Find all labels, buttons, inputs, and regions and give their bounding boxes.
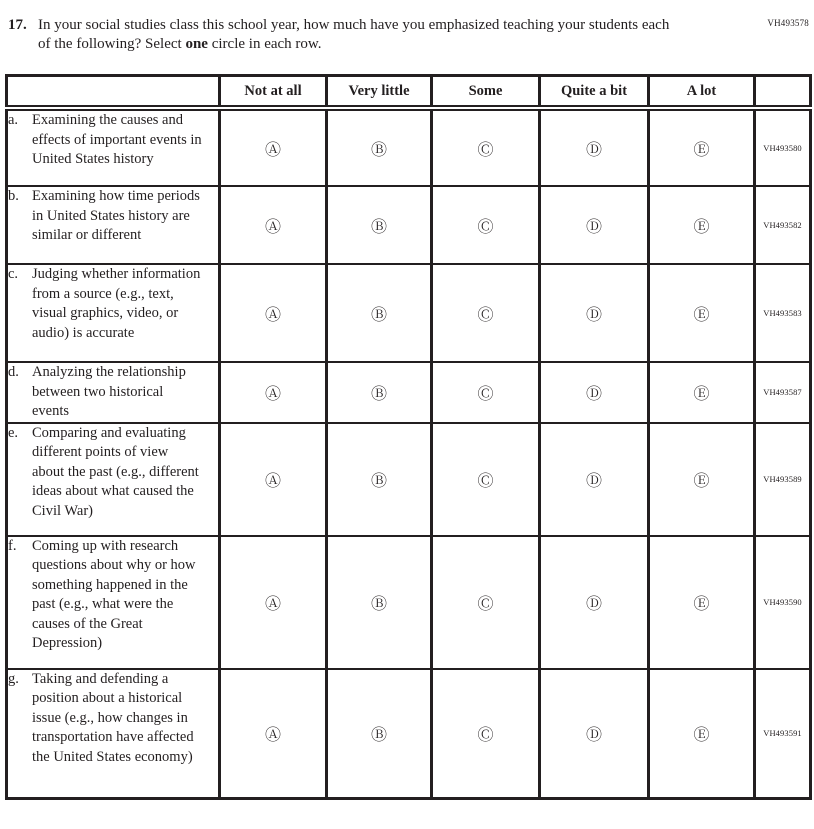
- item-b-letter: b.: [8, 188, 19, 204]
- table-row-b: [7, 186, 811, 264]
- response-circle-c-A[interactable]: Ⓐ: [220, 264, 327, 362]
- item-a-letter: a.: [8, 112, 19, 128]
- item-e-text-cell: [7, 423, 220, 536]
- response-circle-g-E[interactable]: Ⓔ: [649, 669, 755, 799]
- table-row-a: [7, 108, 811, 186]
- item-c-text-cell: [7, 264, 220, 362]
- header-code-column: [755, 76, 811, 109]
- response-circle-e-B[interactable]: Ⓑ: [327, 423, 432, 536]
- item-f-text: Coming up with research questions about why or how something happened in the past (e.g., what were the causes of the Great Depression): [32, 537, 196, 651]
- response-circle-d-A[interactable]: Ⓐ: [220, 362, 327, 423]
- question-line2-pre: teaching your students each of the following? Select: [38, 17, 670, 52]
- item-c-text: Judging whether information from a source (e.g., text, visual graphics, video, or audio) is accurate: [32, 266, 201, 341]
- header-not-at-all: Not at all: [220, 76, 327, 109]
- response-circle-b-E[interactable]: Ⓔ: [649, 186, 755, 264]
- response-circle-e-E[interactable]: Ⓔ: [649, 423, 755, 536]
- response-circle-d-B[interactable]: Ⓑ: [327, 362, 432, 423]
- response-circle-f-D[interactable]: Ⓓ: [540, 536, 649, 669]
- table-row-f: [7, 536, 811, 669]
- response-circle-b-B[interactable]: Ⓑ: [327, 186, 432, 264]
- response-matrix-table: [5, 74, 812, 800]
- response-circle-g-B[interactable]: Ⓑ: [327, 669, 432, 799]
- item-d-letter: d.: [8, 364, 19, 380]
- item-b-code: VH493582: [755, 186, 811, 264]
- item-f-code: VH493590: [755, 536, 811, 669]
- item-d-text: Analyzing the relationship between two historical events: [32, 364, 186, 419]
- accession-code: VH493578: [767, 18, 809, 28]
- questionnaire-page: [0, 16, 814, 829]
- response-circle-f-A[interactable]: Ⓐ: [220, 536, 327, 669]
- response-circle-d-E[interactable]: Ⓔ: [649, 362, 755, 423]
- item-g-letter: g.: [8, 670, 19, 687]
- header-a-lot: A lot: [649, 76, 755, 109]
- item-e-text: Comparing and evaluating different points of view about the past (e.g., different ideas about what caused the Civil War): [32, 424, 199, 519]
- response-circle-e-C[interactable]: Ⓒ: [432, 423, 540, 536]
- response-circle-f-B[interactable]: Ⓑ: [327, 536, 432, 669]
- item-d-code: VH493587: [755, 362, 811, 423]
- item-a-text-cell: [7, 108, 220, 186]
- response-circle-c-E[interactable]: Ⓔ: [649, 264, 755, 362]
- response-circle-f-C[interactable]: Ⓒ: [432, 536, 540, 669]
- header-some: Some: [432, 76, 540, 109]
- question-block: [8, 16, 806, 54]
- response-circle-g-A[interactable]: Ⓐ: [220, 669, 327, 799]
- item-f-text-cell: [7, 536, 220, 669]
- item-g-text: Taking and defending a position about a historical issue (e.g., how changes in transportation have affected the United States economy): [32, 670, 194, 765]
- response-circle-c-B[interactable]: Ⓑ: [327, 264, 432, 362]
- question-line1: In your social studies class this school year, how much have you emphasized: [38, 17, 500, 33]
- header-very-little: Very little: [327, 76, 432, 109]
- response-circle-a-A[interactable]: Ⓐ: [220, 108, 327, 186]
- item-a-text: Examining the causes and effects of important events in United States history: [32, 112, 202, 167]
- response-circle-b-C[interactable]: Ⓒ: [432, 186, 540, 264]
- response-circle-a-E[interactable]: Ⓔ: [649, 108, 755, 186]
- item-a-code: VH493580: [755, 108, 811, 186]
- table-row-g: [7, 669, 811, 799]
- response-circle-a-D[interactable]: Ⓓ: [540, 108, 649, 186]
- item-f-letter: f.: [8, 537, 17, 554]
- response-circle-a-C[interactable]: Ⓒ: [432, 108, 540, 186]
- response-circle-f-E[interactable]: Ⓔ: [649, 536, 755, 669]
- item-b-text-cell: [7, 186, 220, 264]
- response-circle-c-D[interactable]: Ⓓ: [540, 264, 649, 362]
- response-circle-b-A[interactable]: Ⓐ: [220, 186, 327, 264]
- question-number: 17.: [8, 17, 27, 33]
- question-text: [38, 16, 678, 54]
- item-d-text-cell: [7, 362, 220, 423]
- item-e-letter: e.: [8, 424, 19, 441]
- header-row: [7, 76, 811, 109]
- response-circle-g-D[interactable]: Ⓓ: [540, 669, 649, 799]
- item-c-letter: c.: [8, 266, 19, 282]
- response-circle-a-B[interactable]: Ⓑ: [327, 108, 432, 186]
- item-g-text-cell: [7, 669, 220, 799]
- table-row-e: [7, 423, 811, 536]
- question-line2-post: circle in each row.: [207, 36, 322, 52]
- header-quite-a-bit: Quite a bit: [540, 76, 649, 109]
- item-b-text: Examining how time periods in United States history are similar or different: [32, 188, 200, 243]
- response-circle-e-A[interactable]: Ⓐ: [220, 423, 327, 536]
- question-emphasis-word: one: [185, 36, 208, 52]
- response-circle-d-D[interactable]: Ⓓ: [540, 362, 649, 423]
- response-circle-c-C[interactable]: Ⓒ: [432, 264, 540, 362]
- header-item-column: [7, 76, 220, 109]
- table-row-d: [7, 362, 811, 423]
- response-circle-e-D[interactable]: Ⓓ: [540, 423, 649, 536]
- response-circle-d-C[interactable]: Ⓒ: [432, 362, 540, 423]
- item-c-code: VH493583: [755, 264, 811, 362]
- item-g-code: VH493591: [755, 669, 811, 799]
- response-circle-g-C[interactable]: Ⓒ: [432, 669, 540, 799]
- response-circle-b-D[interactable]: Ⓓ: [540, 186, 649, 264]
- item-e-code: VH493589: [755, 423, 811, 536]
- table-row-c: [7, 264, 811, 362]
